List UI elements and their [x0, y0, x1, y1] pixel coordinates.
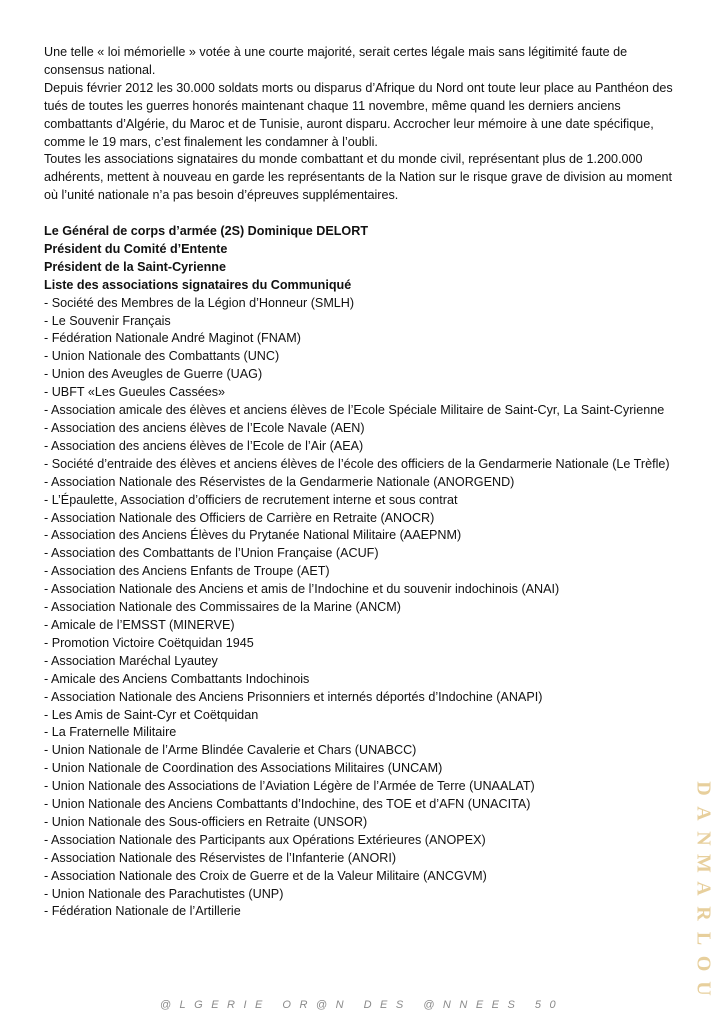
watermark-letter: R [692, 906, 715, 921]
associations-list-heading: Liste des associations signataires du Communiqué [44, 277, 352, 292]
list-item: - Amicale de l’EMSST (MINERVE) [44, 617, 235, 632]
list-item: - Fédération Nationale de l’Artillerie [44, 904, 241, 919]
list-item: - Association des Combattants de l’Union Française (ACUF) [44, 546, 379, 561]
list-item: - Association Nationale des Réservistes de l’Infanterie (ANORI) [44, 850, 397, 865]
signatory-name: Le Général de corps d’armée (2S) Dominique DELORT [44, 224, 369, 239]
list-item: - Association des Anciens Élèves du Prytanée National Militaire (AAEPNM) [44, 528, 462, 543]
paragraph-associations-signataires: Toutes les associations signataires du monde combattant et du monde civil, représentant plus de 1.200.000 adhérents, mettent à nouveau en garde les représentants de la Nation sur le risque grave de division au moment où l’unité nationale n’a pas besoin d’épreuves supplémentaires. [44, 152, 672, 203]
document-body [44, 44, 684, 921]
list-item: - Association Maréchal Lyautey [44, 653, 218, 668]
watermark-letter: O [692, 955, 715, 972]
list-item: - Association Nationale des Officiers de Carrière en Retraite (ANOCR) [44, 510, 435, 525]
watermark-letter: U [692, 981, 715, 996]
list-item: - L’Épaulette, Association d’officiers de recrutement interne et sous contrat [44, 492, 458, 507]
list-item: - Fédération Nationale André Maginot (FNAM) [44, 331, 301, 346]
list-item: - Association des Anciens Enfants de Troupe (AET) [44, 564, 330, 579]
list-item: - UBFT «Les Gueules Cassées» [44, 385, 226, 400]
list-item: - Association Nationale des Croix de Guerre et de la Valeur Militaire (ANCGVM) [44, 868, 487, 883]
watermark-letter: L [692, 931, 715, 946]
signatory-title-saint-cyrienne: Président de la Saint-Cyrienne [44, 259, 226, 274]
list-item: - Union Nationale des Sous-officiers en Retraite (UNSOR) [44, 814, 368, 829]
watermark-letter: N [692, 831, 715, 846]
paragraph-loi-memorielle: Une telle « loi mémorielle » votée à une courte majorité, serait certes légale mais sans légitimité faute de consensus national. [44, 45, 628, 77]
list-item: - La Fraternelle Militaire [44, 725, 177, 740]
list-item: - Association amicale des élèves et anciens élèves de l’Ecole Spéciale Militaire de Saint-Cyr, La Saint-Cyrienne [44, 403, 665, 418]
list-item: - Association des anciens élèves de l’Ecole de l’Air (AEA) [44, 438, 364, 453]
list-item: - Le Souvenir Français [44, 313, 171, 328]
signatory-title-comite: Président du Comité d’Entente [44, 241, 228, 256]
list-item: - Union Nationale des Combattants (UNC) [44, 349, 280, 364]
list-item: - Union Nationale de Coordination des Associations Militaires (UNCAM) [44, 761, 443, 776]
list-item: - Promotion Victoire Coëtquidan 1945 [44, 635, 254, 650]
list-item: - Société d’entraide des élèves et anciens élèves de l’école des officiers de la Gendarmerie Nationale (Le Trèfle) [44, 456, 670, 471]
watermark-letter: M [692, 854, 715, 873]
list-item: - Union Nationale des Anciens Combattants d’Indochine, des TOE et d’AFN (UNACITA) [44, 797, 531, 812]
list-item: - Société des Membres de la Légion d’Honneur (SMLH) [44, 295, 355, 310]
list-item: - Union des Aveugles de Guerre (UAG) [44, 367, 263, 382]
list-item: - Association Nationale des Anciens Prisonniers et internés déportés d’Indochine (ANAPI) [44, 689, 543, 704]
spacer [44, 205, 684, 223]
paragraph-soldats-morts: Depuis février 2012 les 30.000 soldats morts ou disparus d’Afrique du Nord ont toute leur place au Panthéon des tués de toutes les guerres honorés maintenant chaque 11 novembre, même quand les derniers anciens combattants d’Algérie, du Maroc et de Tunisie, auront disparu. Accrocher leur mémoire à une date spécifique, comme le 19 mars, c’est finalement les condamner à l’oubli. [44, 80, 673, 149]
list-item: - Association Nationale des Commissaires de la Marine (ANCM) [44, 600, 401, 615]
watermark-letter: A [692, 881, 715, 896]
page-footer: @LGERIE OR@N DES @NNEES 50 [159, 999, 565, 1011]
watermark-letter: A [692, 806, 715, 821]
associations-list [44, 295, 684, 922]
list-item: - Union Nationale de l’Arme Blindée Cavalerie et Chars (UNABCC) [44, 743, 417, 758]
list-item: - Association Nationale des Participants aux Opérations Extérieures (ANOPEX) [44, 832, 486, 847]
list-item: - Association Nationale des Anciens et amis de l’Indochine et du souvenir indochinois (ANAI) [44, 582, 560, 597]
list-item: - Union Nationale des Associations de l’Aviation Légère de l’Armée de Terre (UNAALAT) [44, 779, 535, 794]
list-item: - Association Nationale des Réservistes de la Gendarmerie Nationale (ANORGEND) [44, 474, 515, 489]
danmarlou-watermark [684, 776, 722, 1001]
list-item: - Les Amis de Saint-Cyr et Coëtquidan [44, 707, 259, 722]
watermark-letter: D [692, 781, 715, 796]
list-item: - Association des anciens élèves de l’Ecole Navale (AEN) [44, 421, 365, 436]
list-item: - Union Nationale des Parachutistes (UNP) [44, 886, 284, 901]
list-item: - Amicale des Anciens Combattants Indochinois [44, 671, 310, 686]
